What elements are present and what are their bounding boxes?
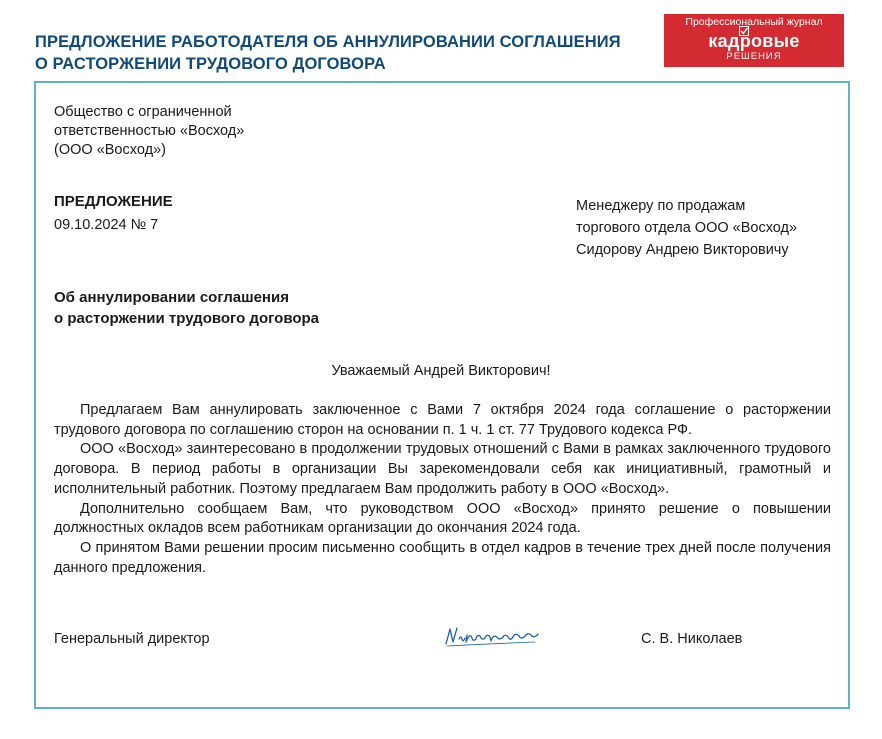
signer-name: С. В. Николаев (641, 631, 743, 647)
document-title (35, 31, 621, 75)
recipient-line: Сидорову Андрею Викторовичу (576, 242, 789, 258)
organization-name (54, 103, 244, 160)
recipient-block (576, 195, 797, 261)
subject-line: о расторжении трудового договора (54, 310, 320, 327)
body-paragraph: Дополнительно сообщаем Вам, что руководством ООО «Восход» принято решение о повышении должностных окладов всем работникам организации до окончания 2024 года. (54, 500, 831, 537)
subject-heading (54, 287, 319, 329)
organization-line: Общество с ограниченной (54, 104, 232, 120)
handwritten-signature (443, 620, 543, 654)
offer-heading: ПРЕДЛОЖЕНИЕ (54, 193, 173, 210)
document-title-line-2: О РАСТОРЖЕНИИ ТРУДОВОГО ДОГОВОРА (35, 55, 386, 73)
logo-sub-text: РЕШЕНИЯ (726, 51, 782, 62)
recipient-line: Менеджеру по продажам (576, 198, 746, 214)
organization-line: ответственностью «Восход» (54, 123, 245, 139)
logo-top-text: Профессиональный журнал (685, 16, 823, 28)
recipient-line: торгового отдела ООО «Восход» (576, 220, 798, 236)
document-title-line-1: ПРЕДЛОЖЕНИЕ РАБОТОДАТЕЛЯ ОБ АННУЛИРОВАНИИ СОГЛАШЕНИЯ (35, 33, 621, 51)
offer-date-number: 09.10.2024 № 7 (54, 217, 159, 233)
subject-line: Об аннулировании соглашения (54, 289, 289, 306)
organization-line: (ООО «Восход») (54, 142, 166, 158)
body-paragraph: О принятом Вами решении просим письменно сообщить в отдел кадров в течение трех дней после получения данного предложения. (54, 539, 831, 576)
letter-body (54, 401, 831, 578)
salutation: Уважаемый Андрей Викторович! (331, 363, 551, 379)
logo-main-text: кадровые (708, 31, 800, 51)
signer-position: Генеральный директор (54, 631, 210, 647)
body-paragraph: Предлагаем Вам аннулировать заключенное с Вами 7 октября 2024 года соглашение о расторжении трудового договора по соглашению сторон на основании п. 1 ч. 1 ст. 77 Трудового кодекса РФ. (54, 402, 831, 438)
journal-logo (664, 14, 844, 67)
body-paragraph: ООО «Восход» заинтересовано в продолжении трудовых отношений с Вами в рамках заключенного трудового договора. В период работы в организации Вы зарекомендовали себя как инициативный, грамотный и исполнительный работник. Поэтому предлагаем Вам продолжить работу в ООО «Восход». (54, 441, 831, 497)
document-frame (34, 81, 850, 709)
